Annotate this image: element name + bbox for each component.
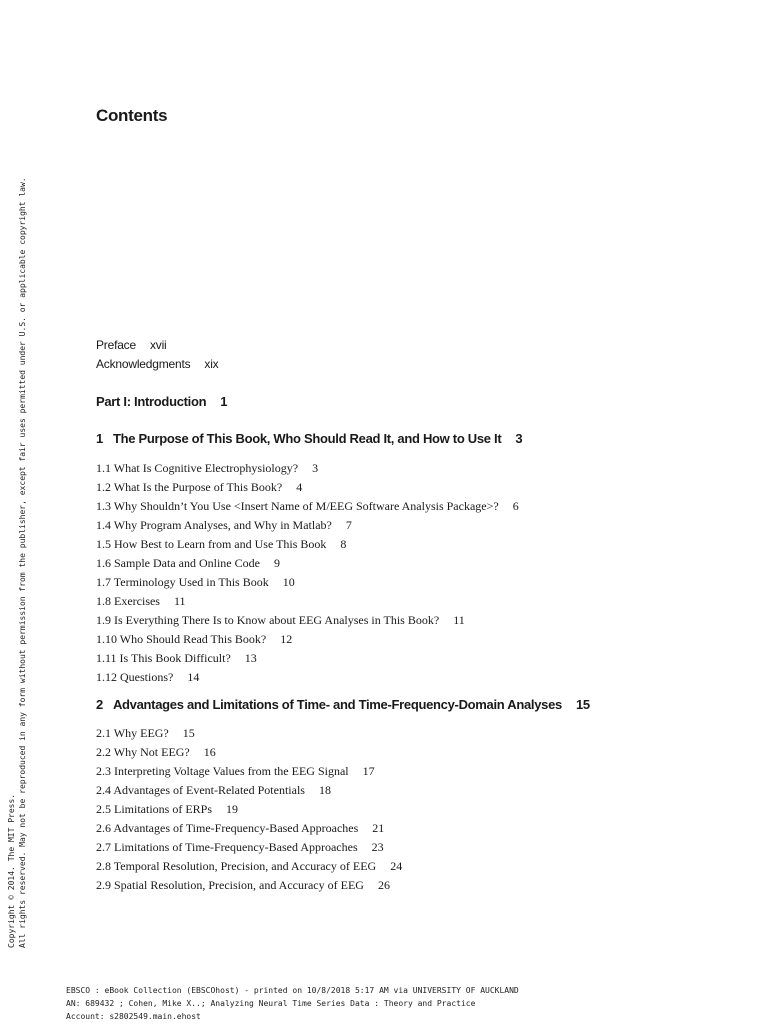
- toc-section[interactable]: [96, 764, 375, 779]
- section-page: 11: [173, 594, 186, 608]
- section-label: 2.5 Limitations of ERPs: [96, 802, 213, 816]
- toc-section[interactable]: [96, 499, 519, 514]
- section-label: 1.4 Why Program Analyses, and Why in Matlab?: [96, 518, 332, 532]
- section-label: 1.6 Sample Data and Online Code: [96, 556, 260, 570]
- toc-section[interactable]: [96, 670, 199, 685]
- section-label: 1.11 Is This Book Difficult?: [96, 651, 231, 665]
- toc-section[interactable]: [96, 537, 346, 552]
- toc-section[interactable]: [96, 556, 280, 571]
- toc-chapter-2[interactable]: [96, 697, 590, 712]
- section-page: 18: [318, 783, 331, 797]
- section-page: 17: [362, 764, 375, 778]
- copyright-line-1: Copyright © 2014. The MIT Press.: [7, 793, 16, 948]
- print-footer: [66, 984, 519, 1023]
- section-label: 2.9 Spatial Resolution, Precision, and Accuracy of EEG: [96, 878, 364, 892]
- section-page: 10: [282, 575, 295, 589]
- toc-entry-label: Acknowledgments: [96, 357, 191, 371]
- section-label: 1.7 Terminology Used in This Book: [96, 575, 269, 589]
- section-page: 16: [203, 745, 216, 759]
- section-label: 1.1 What Is Cognitive Electrophysiology?: [96, 461, 299, 475]
- toc-entry-page: xix: [204, 357, 219, 371]
- section-label: 2.8 Temporal Resolution, Precision, and Accuracy of EEG: [96, 859, 377, 873]
- section-label: 2.2 Why Not EEG?: [96, 745, 190, 759]
- toc-section[interactable]: [96, 480, 302, 495]
- section-label: 1.12 Questions?: [96, 670, 174, 684]
- section-page: 14: [187, 670, 200, 684]
- section-page: 12: [280, 632, 293, 646]
- toc-section[interactable]: [96, 821, 384, 836]
- section-label: 1.8 Exercises: [96, 594, 160, 608]
- section-label: 2.4 Advantages of Event-Related Potentials: [96, 783, 305, 797]
- section-page: 19: [226, 802, 239, 816]
- part-page: 1: [220, 394, 228, 409]
- chapter-page: 3: [515, 431, 523, 446]
- section-page: 8: [340, 537, 347, 551]
- footer-line-3: Account: s2802549.main.ehost: [66, 1012, 201, 1021]
- section-label: 1.9 Is Everything There Is to Know about EEG Analyses in This Book?: [96, 613, 440, 627]
- chapter-number: 1: [96, 431, 103, 446]
- section-label: 2.1 Why EEG?: [96, 726, 169, 740]
- section-label: 2.6 Advantages of Time-Frequency-Based Approaches: [96, 821, 359, 835]
- toc-section[interactable]: [96, 594, 186, 609]
- toc-section[interactable]: [96, 859, 402, 874]
- chapter-title: Advantages and Limitations of Time- and Time-Frequency-Domain Analyses: [112, 697, 562, 712]
- section-label: 1.10 Who Should Read This Book?: [96, 632, 267, 646]
- chapter-number: 2: [96, 697, 103, 712]
- section-page: 7: [345, 518, 352, 532]
- copyright-line-2: All rights reserved. May not be reproduced in any form without permission from the publisher, except fair uses permitted under U.S. or applicable copyright law.: [18, 177, 27, 948]
- toc-section[interactable]: [96, 575, 295, 590]
- toc-section[interactable]: [96, 878, 390, 893]
- section-page: 15: [182, 726, 195, 740]
- section-page: 9: [273, 556, 280, 570]
- section-label: 1.2 What Is the Purpose of This Book?: [96, 480, 283, 494]
- toc-part-1[interactable]: [96, 394, 227, 409]
- toc-section[interactable]: [96, 783, 331, 798]
- toc-section[interactable]: [96, 745, 216, 760]
- toc-section[interactable]: [96, 802, 238, 817]
- section-page: 3: [312, 461, 319, 475]
- toc-section[interactable]: [96, 613, 465, 628]
- section-page: 26: [377, 878, 390, 892]
- section-page: 13: [244, 651, 257, 665]
- chapter-page: 15: [575, 697, 590, 712]
- toc-section[interactable]: [96, 840, 384, 855]
- toc-section[interactable]: [96, 726, 195, 741]
- section-page: 11: [453, 613, 465, 627]
- section-label: 1.5 How Best to Learn from and Use This Book: [96, 537, 327, 551]
- toc-entry-acknowledgments[interactable]: [96, 357, 218, 371]
- section-label: 2.7 Limitations of Time-Frequency-Based Approaches: [96, 840, 358, 854]
- section-page: 6: [512, 499, 519, 513]
- section-page: 23: [371, 840, 384, 854]
- toc-section[interactable]: [96, 632, 292, 647]
- toc-chapter-1[interactable]: [96, 431, 522, 446]
- section-label: 1.3 Why Shouldn’t You Use <Insert Name of M/EEG Software Analysis Package>?: [96, 499, 499, 513]
- toc-entry-page: xvii: [149, 338, 167, 352]
- section-page: 24: [390, 859, 403, 873]
- part-label: Part I: Introduction: [96, 394, 207, 409]
- chapter-title: The Purpose of This Book, Who Should Read It, and How to Use It: [112, 431, 502, 446]
- footer-line-1: EBSCO : eBook Collection (EBSCOhost) - printed on 10/8/2018 5:17 AM via UNIVERSITY OF AUCKLAND: [66, 986, 519, 995]
- page-title: Contents: [96, 106, 168, 125]
- footer-line-2: AN: 689432 ; Cohen, Mike X..; Analyzing Neural Time Series Data : Theory and Practice: [66, 999, 476, 1008]
- toc-section[interactable]: [96, 461, 318, 476]
- copyright-notice: [6, 0, 40, 1024]
- toc-entry-preface[interactable]: [96, 338, 167, 352]
- toc-entry-label: Preface: [96, 338, 136, 352]
- section-page: 21: [372, 821, 385, 835]
- section-page: 4: [296, 480, 303, 494]
- section-label: 2.3 Interpreting Voltage Values from the EEG Signal: [96, 764, 349, 778]
- toc-section[interactable]: [96, 651, 257, 666]
- toc-section[interactable]: [96, 518, 352, 533]
